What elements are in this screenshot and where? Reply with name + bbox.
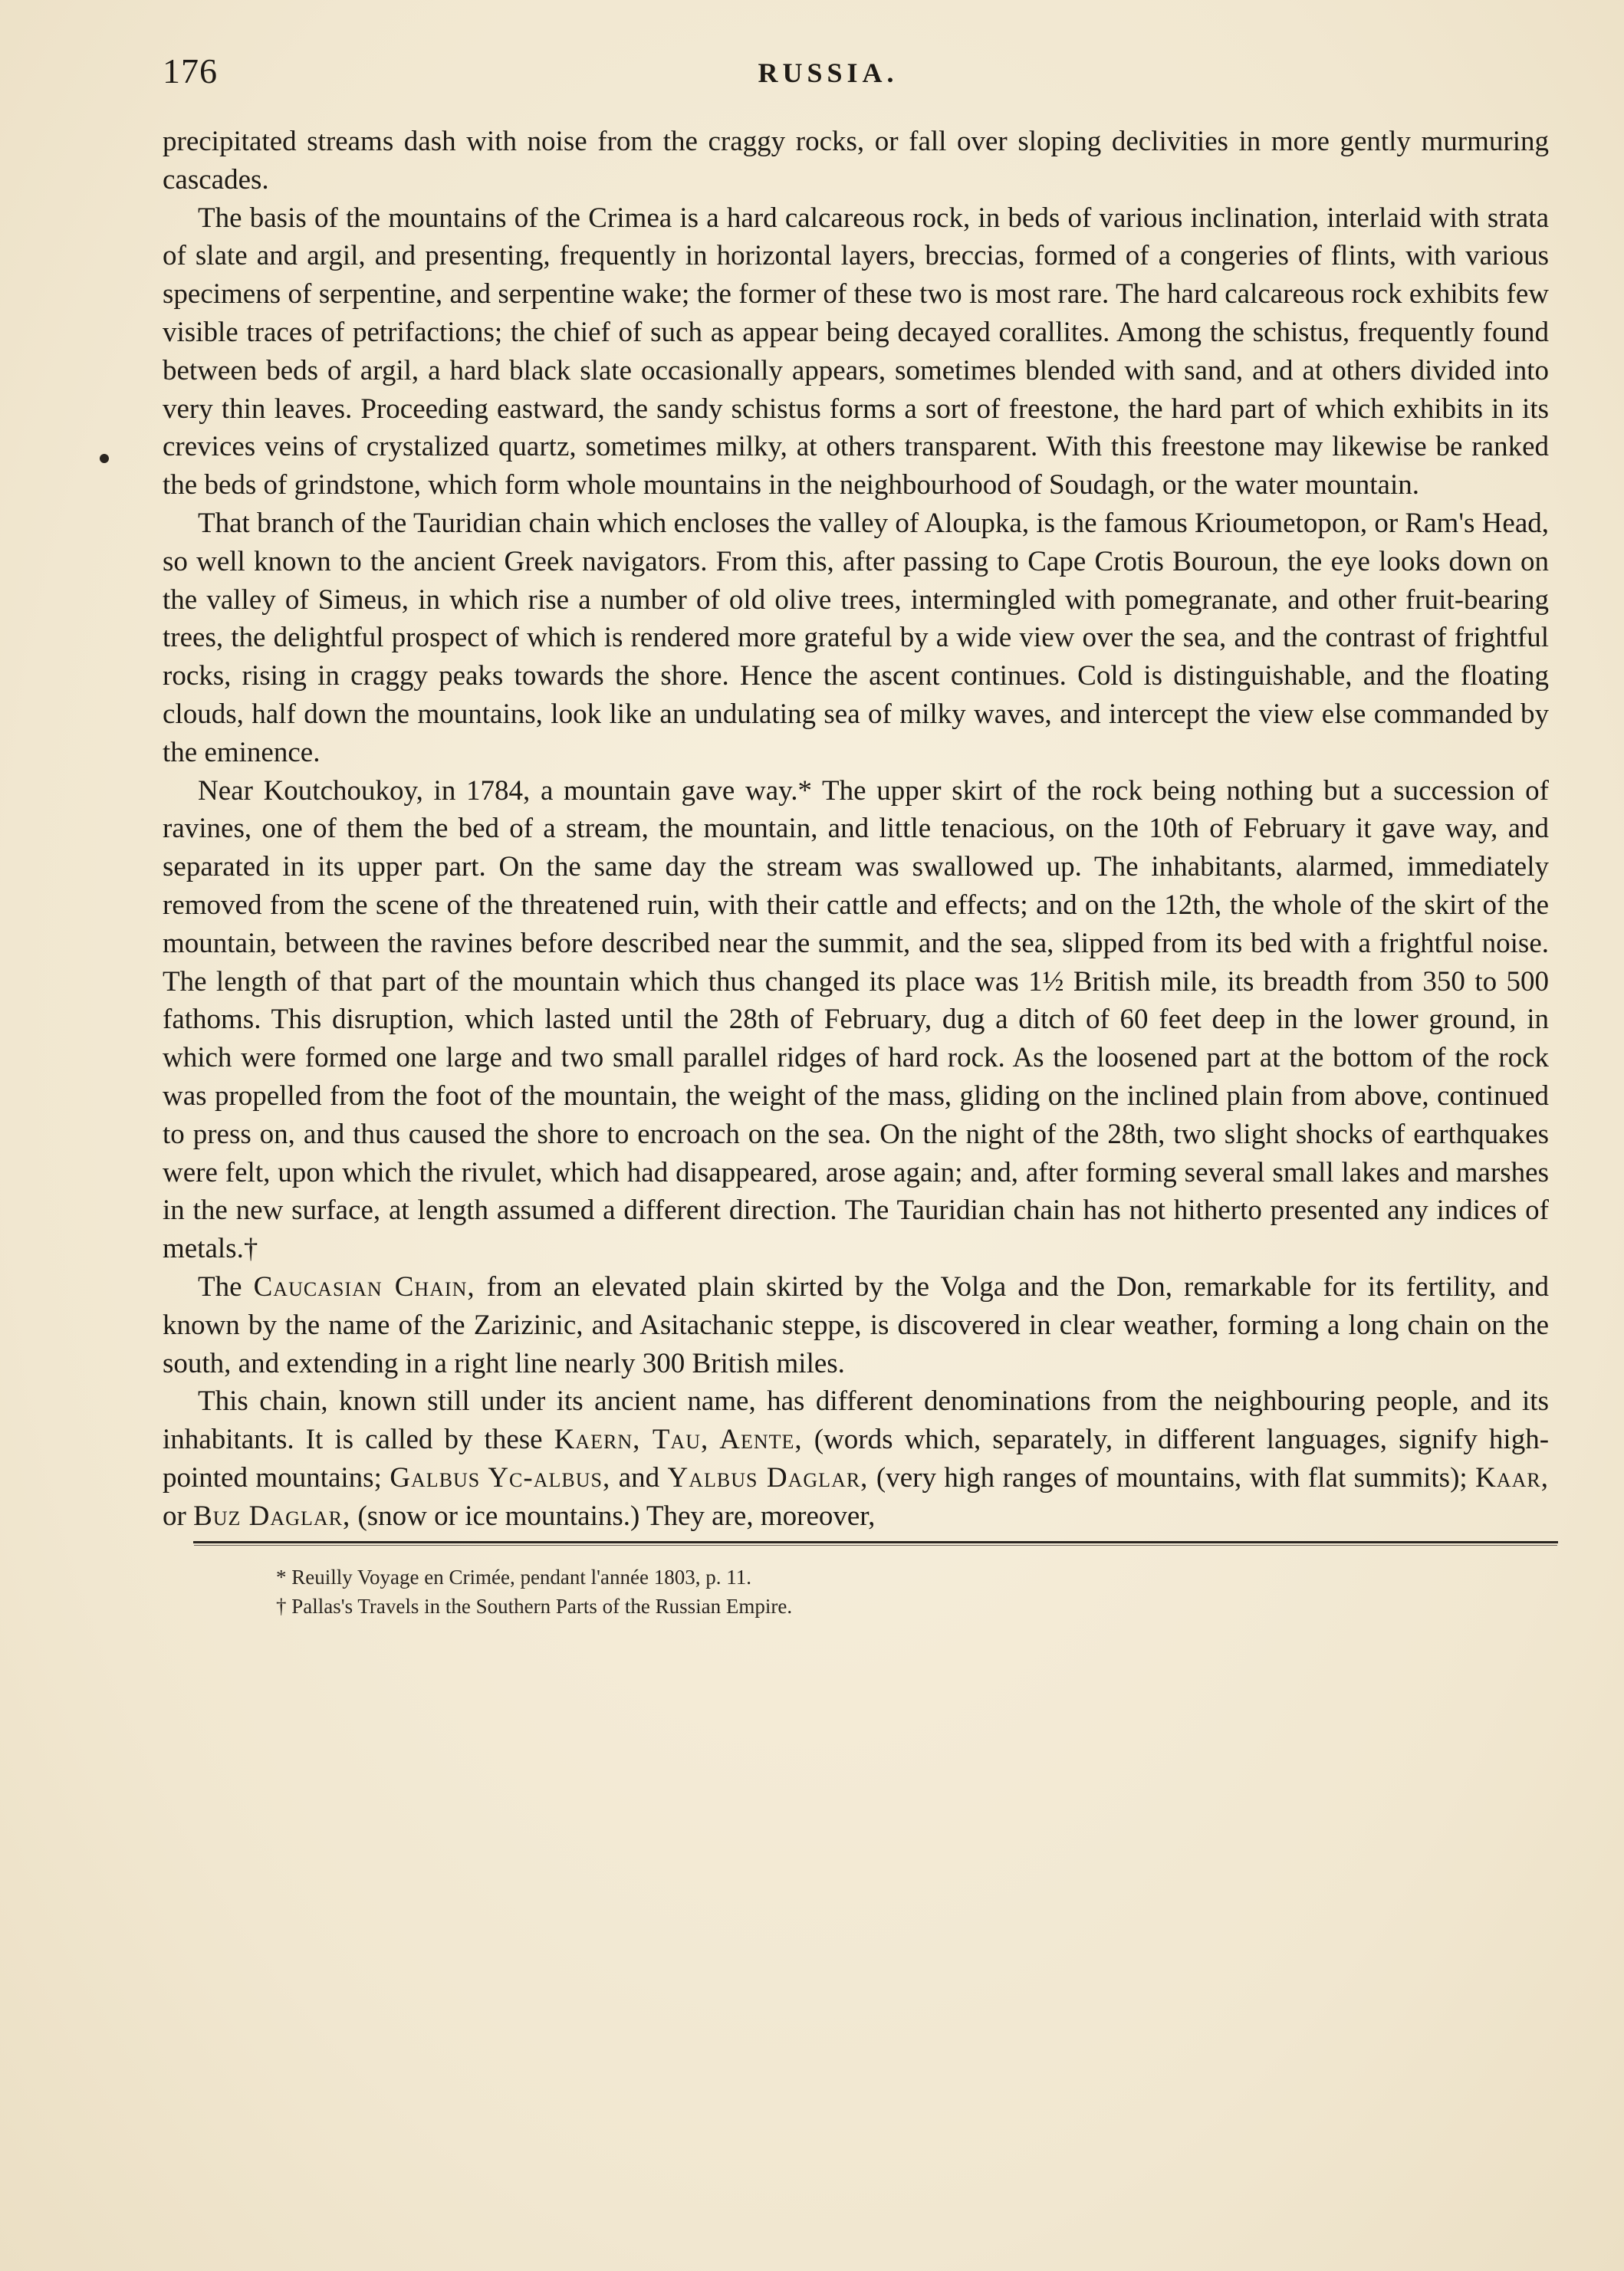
caucasian-chain-name: Caucasian Chain, (253, 1270, 475, 1303)
chain-names-part5: or (163, 1500, 186, 1532)
footnotes (276, 1563, 792, 1621)
caucasian-lead: The (198, 1270, 242, 1303)
paragraph-koutchoukoy: Near Koutchoukoy, in 1784, a mountain gave way.* The upper skirt of the rock being nothing but a succession of ravines, one of them the bed of a stream, the mountain, and little tenacious, on the 10th of February it gave way, and separated in its upper part. On the same day the stream was swallowed up. The inhabitants, alarmed, immediately removed from the scene of the threatened ruin, with their cattle and effects; and on the 12th, the whole of the skirt of the mountain, between the ravines before described near the summit, and the sea, slipped from its bed with a frightful noise. The length of that part of the mountain which thus changed its place was 1½ British mile, its breadth from 350 to 500 fathoms. This disruption, which lasted until the 28th of February, dug a ditch of 60 feet deep in the lower ground, in which were formed one large and two small parallel ridges of hard rock. As the loosened part at the bottom of the rock was propelled from the foot of the mountain, the weight of the mass, gliding on the inclined plain from above, continued to press on, and thus caused the shore to encroach on the sea. On the night of the 28th, two slight shocks of earthquakes were felt, upon which the rivulet, which had disappeared, arose again; and, after forming several small lakes and marshes in the new surface, at length assumed a different direction. The Tauridian chain has not hitherto presented any indices of metals.† (163, 774, 1549, 1265)
paragraph-caucasian-chain (163, 1268, 1549, 1382)
chain-name-kaern: Kaern, Tau, Aente, (554, 1424, 803, 1456)
chain-names-part2: (words which, separately, in different languages, signify high-pointed mountains; (163, 1424, 1550, 1494)
footnote-reuilly: * Reuilly Voyage en Crimée, pendant l'année 1803, p. 11. (276, 1566, 751, 1589)
paragraph-crimea-geology: The basis of the mountains of the Crimea is a hard calcareous rock, in beds of various inclination, interlaid with strata of slate and argil, and presenting, frequently in horizontal layers, breccias, formed of a congeries of flints, with various specimens of serpentine, and serpentine wake; the former of these two is most rare. The hard calcareous rock exhibits few visible traces of petrifactions; the chief of such as appear being decayed corallites. Among the schistus, frequently found between beds of argil, a hard black slate occasionally appears, sometimes blended with sand, and at others divided into very thin leaves. Proceeding eastward, the sandy schistus forms a sort of freestone, the hard part of which exhibits in its crevices veins of crystalized quartz, sometimes milky, at others transparent. With this freestone may likewise be ranked the beds of grindstone, which form whole mountains in the neighbourhood of Soudagh, or the water mountain. (163, 202, 1549, 501)
chain-names-part1: This chain, known still under its ancient name, has different denominations from the neighbouring people, and its inhabitants. It is called by these (163, 1385, 1549, 1456)
margin-mark (100, 454, 109, 463)
footnote-pallas: † Pallas's Travels in the Southern Parts of the Russian Empire. (276, 1595, 793, 1618)
caucasian-text: from an elevated plain skirted by the Volga and the Don, remarkable for its fertility, and known by the name of the Zarizinic, and Asitachanic steppe, is discovered in clear weather, forming a long chain on the south, and extending in a right line nearly 300 British miles. (163, 1270, 1550, 1379)
footnote-rule (193, 1541, 1558, 1543)
chain-names-part6: (snow or ice mountains.) They are, moreover, (357, 1500, 876, 1532)
page-header (163, 51, 1494, 97)
page-number: 176 (163, 51, 218, 90)
chain-names-part3: and (618, 1461, 660, 1494)
chain-name-kaar: Kaar, (1475, 1461, 1549, 1494)
running-head: RUSSIA. (758, 58, 899, 88)
paragraph-continued: precipitated streams dash with noise from the craggy rocks, or fall over sloping declivities in more gently murmuring cascades. (163, 126, 1549, 196)
chain-name-galbus: Galbus Yc-albus, (390, 1461, 611, 1494)
chain-name-yalbus: Yalbus Daglar, (667, 1461, 869, 1494)
paragraph-chain-names (163, 1382, 1549, 1535)
chain-names-part4: (very high ranges of mountains, with flat summits); (876, 1461, 1468, 1494)
paragraph-tauridian-chain: That branch of the Tauridian chain which encloses the valley of Aloupka, is the famous Krioumetopon, or Ram's Head, so well known to the ancient Greek navigators. From this, after passing to Cape Crotis Bouroun, the eye looks down on the valley of Simeus, in which rise a number of old olive trees, intermingled with pomegranate, and other fruit-bearing trees, the delightful prospect of which is rendered more grateful by a wide view over the sea, and the contrast of frightful rocks, rising in craggy peaks towards the shore. Hence the ascent continues. Cold is distinguishable, and the floating clouds, half down the mountains, look like an undulating sea of milky waves, and intercept the view else commanded by the eminence. (163, 507, 1549, 768)
chain-name-buz-daglar: Buz Daglar, (193, 1500, 351, 1532)
body-text (163, 123, 1549, 1535)
